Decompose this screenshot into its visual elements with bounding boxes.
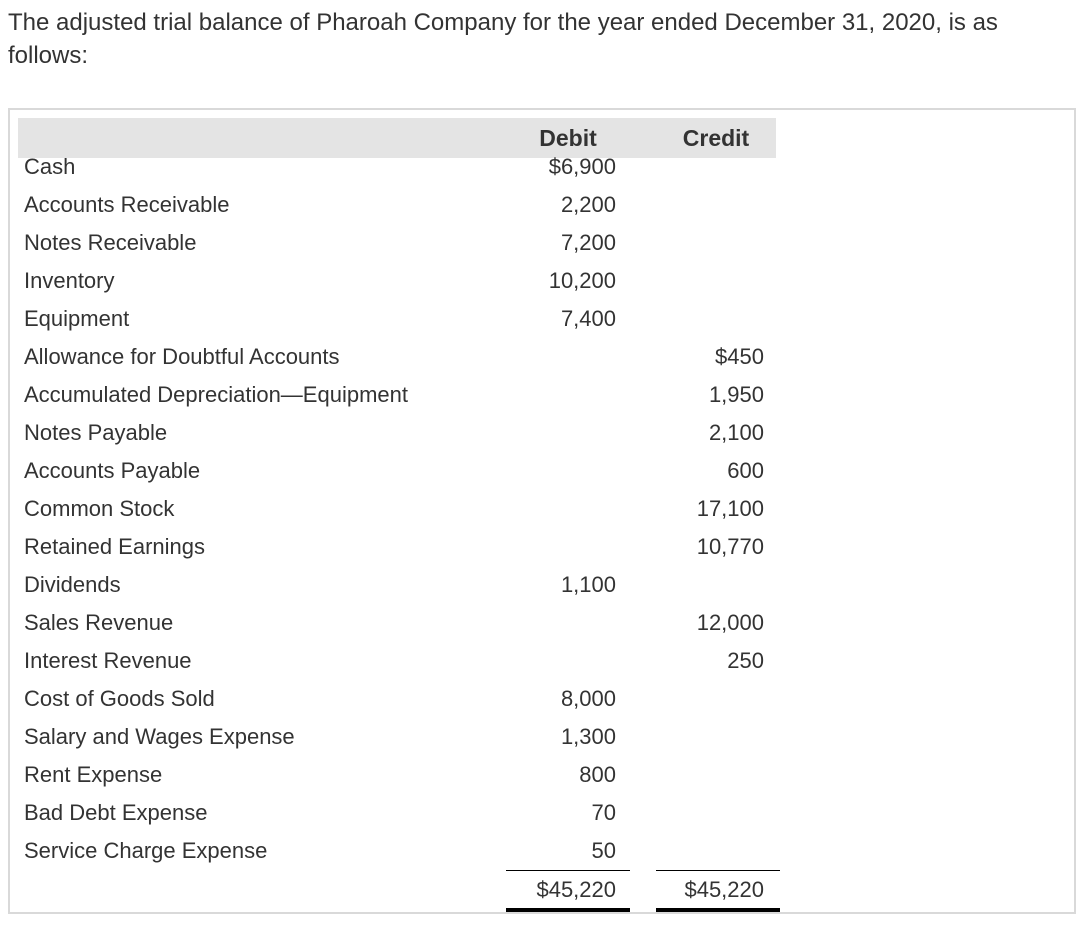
account-name: Sales Revenue [24, 610, 174, 635]
credit-amount: 17,100 [696, 496, 764, 521]
table-row [10, 718, 1074, 756]
totals-row [10, 870, 1074, 908]
account-name: Interest Revenue [24, 648, 192, 673]
debit-amount: 2,200 [560, 192, 616, 217]
table-row [10, 832, 1074, 870]
debit-amount: 7,200 [560, 230, 616, 255]
table-row [10, 262, 1074, 300]
table-row [10, 452, 1074, 490]
table-row [10, 604, 1074, 642]
account-name: Bad Debt Expense [24, 800, 208, 825]
credit-amount: $450 [715, 344, 764, 369]
account-name: Service Charge Expense [24, 838, 268, 863]
account-name: Cash [24, 154, 76, 179]
table-row [10, 148, 1074, 186]
credit-amount: 12,000 [696, 610, 764, 635]
account-name: Common Stock [24, 496, 175, 521]
table-row [10, 376, 1074, 414]
account-name: Equipment [24, 306, 130, 331]
debit-amount: $6,900 [548, 154, 616, 179]
credit-amount: 250 [727, 648, 764, 673]
intro-text: The adjusted trial balance of Pharoah Company for the year ended December 31, 2020, is as follows: [8, 9, 998, 69]
table-row [10, 300, 1074, 338]
credit-amount: 600 [727, 458, 764, 483]
debit-amount: 8,000 [560, 686, 616, 711]
debit-amount: 70 [591, 800, 616, 825]
table-row [10, 756, 1074, 794]
account-name: Dividends [24, 572, 121, 597]
credit-double-underline [656, 908, 780, 912]
table-row [10, 680, 1074, 718]
account-name: Allowance for Doubtful Accounts [24, 344, 340, 369]
credit-amount: 10,770 [696, 534, 764, 559]
table-row [10, 414, 1074, 452]
debit-double-underline [506, 908, 630, 912]
table-row [10, 338, 1074, 376]
account-name: Rent Expense [24, 762, 163, 787]
table-row [10, 490, 1074, 528]
debit-amount: 7,400 [560, 306, 616, 331]
debit-amount: 800 [579, 762, 616, 787]
debit-amount: 1,100 [560, 572, 616, 597]
debit-amount: 10,200 [548, 268, 616, 293]
table-row [10, 186, 1074, 224]
column-header-debit: Debit [539, 125, 597, 151]
account-name: Salary and Wages Expense [24, 724, 295, 749]
table-row [10, 794, 1074, 832]
table-row [10, 528, 1074, 566]
account-name: Inventory [24, 268, 115, 293]
account-name: Accounts Payable [24, 458, 201, 483]
account-name: Notes Receivable [24, 230, 197, 255]
credit-total: $45,220 [684, 877, 764, 902]
account-name: Accounts Receivable [24, 192, 230, 217]
account-name: Retained Earnings [24, 534, 206, 559]
account-name: Notes Payable [24, 420, 168, 445]
debit-amount: 1,300 [560, 724, 616, 749]
credit-amount: 2,100 [708, 420, 764, 445]
table-body [10, 148, 1074, 870]
account-name: Accumulated Depreciation—Equipment [24, 382, 408, 407]
table-row [10, 224, 1074, 262]
debit-total: $45,220 [536, 877, 616, 902]
account-name: Cost of Goods Sold [24, 686, 215, 711]
column-header-credit: Credit [682, 125, 750, 151]
debit-amount: 50 [591, 838, 616, 863]
table-row [10, 566, 1074, 604]
credit-amount: 1,950 [708, 382, 764, 407]
table-row [10, 642, 1074, 680]
trial-balance-table [8, 108, 1076, 914]
